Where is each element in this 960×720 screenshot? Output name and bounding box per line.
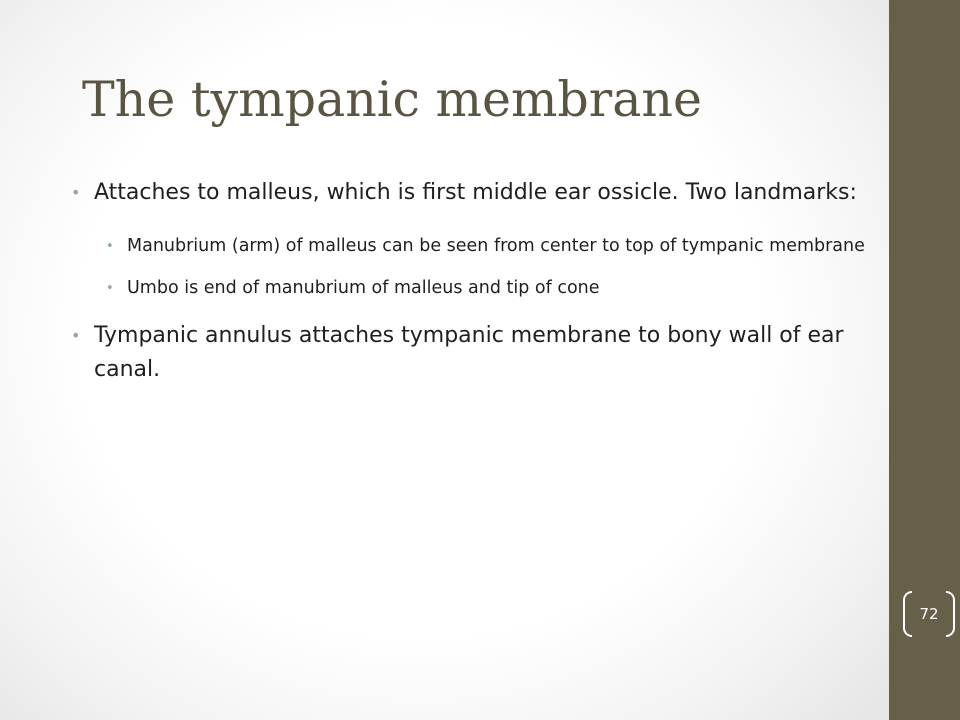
bullet-dot-icon: • xyxy=(71,326,81,345)
right-bracket-icon xyxy=(946,591,955,637)
bullet-list xyxy=(70,176,870,387)
sub-bullet-item xyxy=(70,274,870,303)
bullet-item xyxy=(70,176,870,210)
left-bracket-icon xyxy=(903,591,912,637)
bullet-text: Attaches to malleus, which is first middle ear ossicle. Two landmarks: xyxy=(94,180,857,205)
sub-bullet-text: Manubrium (arm) of malleus can be seen from center to top of tympanic membrane xyxy=(127,236,865,256)
page-number xyxy=(903,591,955,637)
sub-bullet-text: Umbo is end of manubrium of malleus and tip of cone xyxy=(127,278,600,298)
bullet-dot-icon: • xyxy=(106,239,114,254)
bullet-dot-icon: • xyxy=(71,183,81,202)
bullet-item xyxy=(70,319,870,387)
bullet-dot-icon: • xyxy=(106,281,114,296)
page-number-text: 72 xyxy=(919,604,939,623)
slide-title: The tympanic membrane xyxy=(82,71,702,128)
sub-bullet-item xyxy=(70,232,870,261)
bullet-text: Tympanic annulus attaches tympanic membrane to bony wall of ear canal. xyxy=(94,323,844,382)
